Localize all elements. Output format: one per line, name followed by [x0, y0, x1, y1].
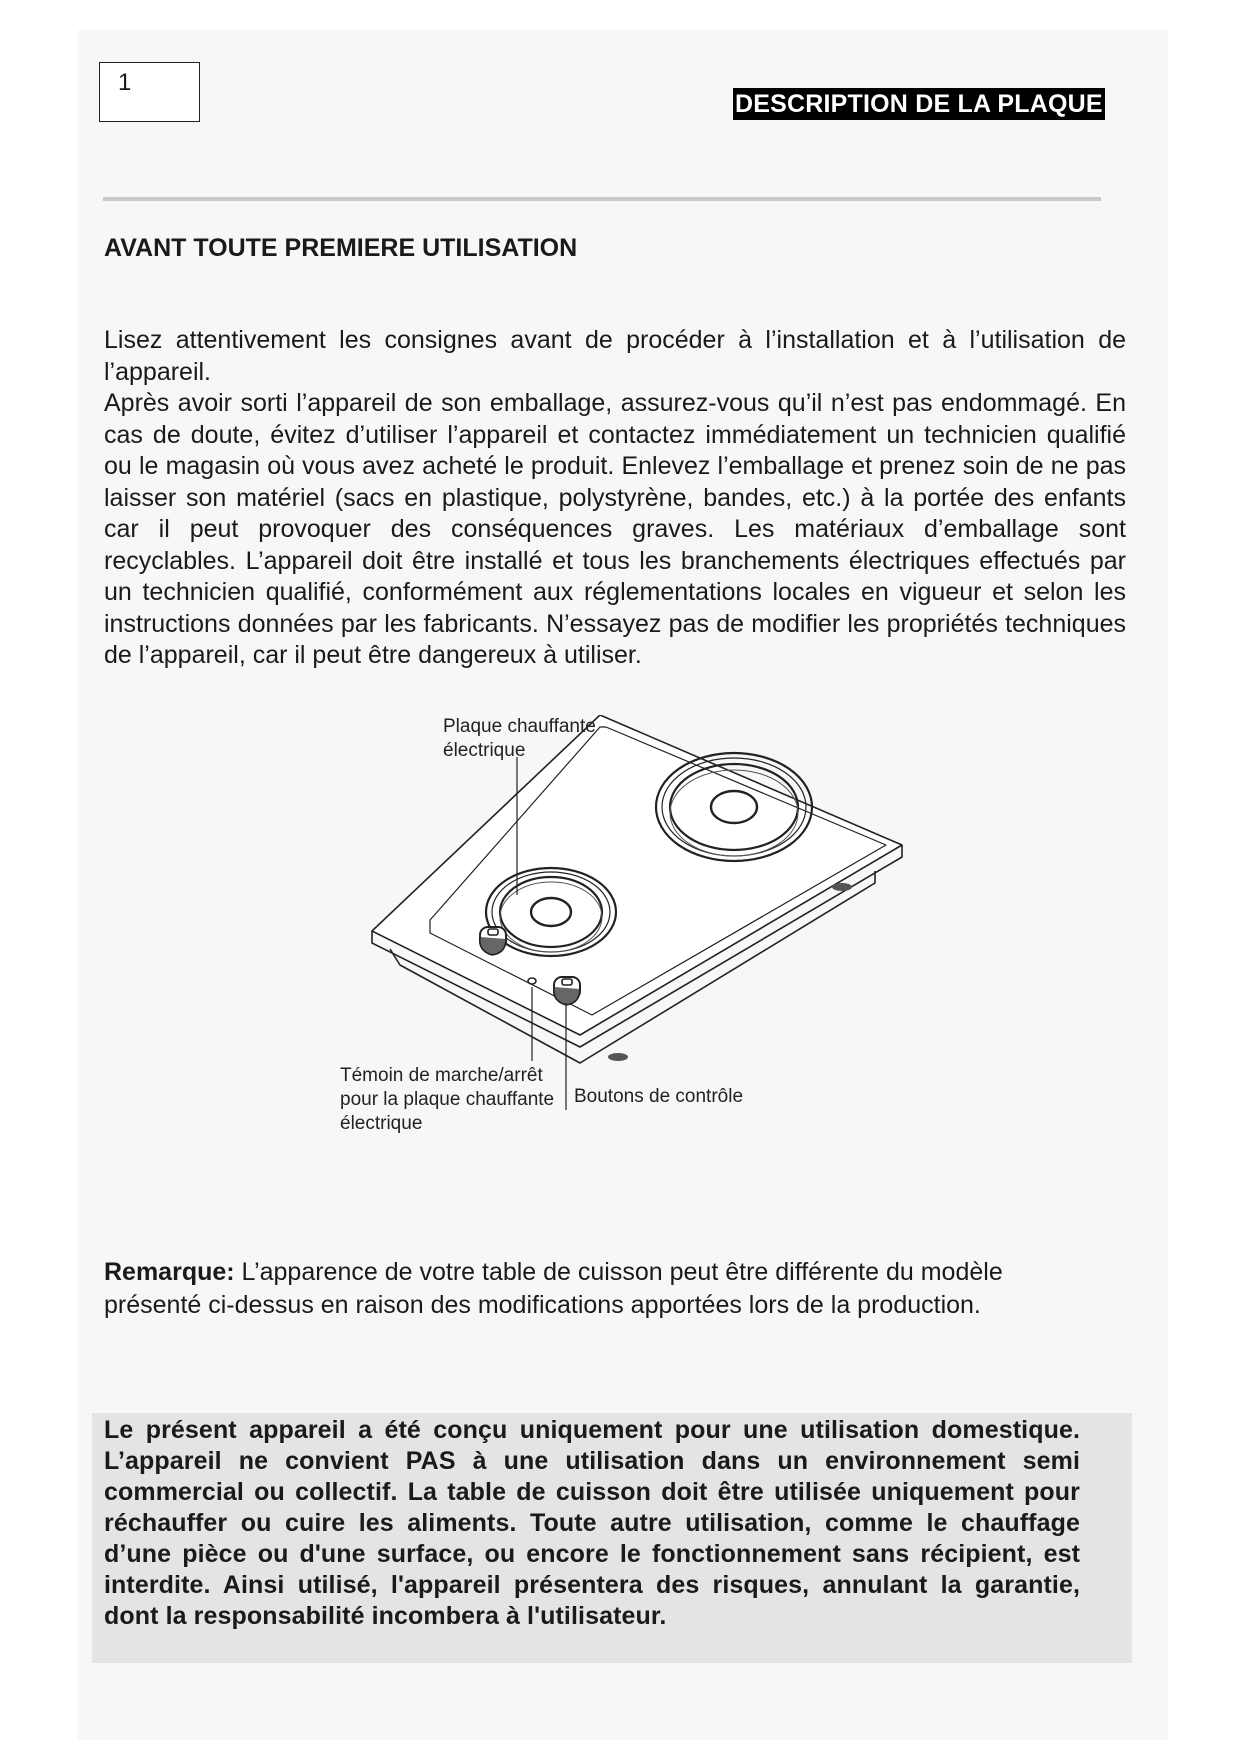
control-knob-right	[554, 977, 580, 1005]
section-title: DESCRIPTION DE LA PLAQUE	[735, 90, 1103, 118]
intro-paragraph-2: Après avoir sorti l’appareil de son emballage, assurez-vous qu’il n’est pas endommagé. En cas de doute, évitez d’utiliser l’appareil et contactez immédiatement un technicien qualifié ou le magasin où vous avez acheté le produit. Enlevez l’emballage et prenez soin de ne pas laisser son matériel (sacs en plastique, polystyrène, bandes, etc.) à la portée des enfants car il peut provoquer des conséquences graves. Les matériaux d’emballage sont recyclables. L’appareil doit être installé et tous les branchements électriques effectués par un technicien qualifié, conformément aux réglementations locales en vigueur et selon les instructions données par les fabricants. N’essayez pas de modifier les propriétés techniques de l’appareil, car il peut être dangereux à utiliser.	[104, 389, 1126, 669]
page-heading: AVANT TOUTE PREMIERE UTILISATION	[104, 234, 578, 262]
intro-paragraph-1: Lisez attentivement les consignes avant de procéder à l’installation et à l’utilisation de l’appareil.	[104, 326, 1126, 386]
remark	[104, 1256, 1104, 1322]
divider	[103, 197, 1101, 201]
label-control-knobs: Boutons de contrôle	[574, 1086, 744, 1107]
remark-label: Remarque:	[104, 1258, 235, 1286]
label-power-indicator: Témoin de marche/arrêt pour la plaque chauffante électrique	[340, 1065, 555, 1134]
control-knob-left	[480, 927, 506, 955]
remark-text: L’apparence de votre table de cuisson peut être différente du modèle présenté ci-dessus en raison des modifications apportées lors de la production.	[104, 1258, 1003, 1319]
warning-text: Le présent appareil a été conçu uniquement pour une utilisation domestique. L’appareil ne convient PAS à une utilisation dans un environnement semi commercial ou collectif. La table de cuisson doit être utilisée uniquement pour réchauffer ou cuire les aliments. Toute autre utilisation, comme le chauffage d’une pièce ou d'une surface, ou encore le fonctionnement sans récipient, est interdite. Ainsi utilisé, l'appareil présentera des risques, annulant la garantie, dont la responsabilité incombera à l'utilisateur.	[104, 1416, 1080, 1630]
label-heating-plate: Plaque chauffante électrique	[443, 716, 596, 761]
intro-text	[104, 325, 1126, 672]
page-number: 1	[99, 62, 200, 122]
hob-diagram	[330, 715, 930, 1155]
